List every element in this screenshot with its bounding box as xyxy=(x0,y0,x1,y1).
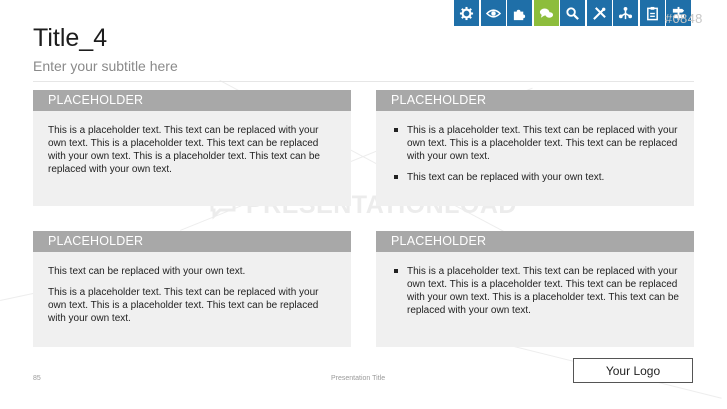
tools-icon[interactable] xyxy=(587,0,613,26)
icon-toolbar xyxy=(454,0,693,26)
bullet-item: This is a placeholder text. This text can be replaced with your own text. This is a placeholder text. This text can be replaced with your own text. This is a placeholder text. This text can be replaced with your own text. xyxy=(391,265,679,317)
search-icon[interactable] xyxy=(560,0,586,26)
page-number: 85 xyxy=(33,375,41,382)
placeholder-card-1 xyxy=(33,90,351,206)
footer-title: Presentation Title xyxy=(331,375,386,382)
page-subtitle: Enter your subtitle here xyxy=(33,58,178,74)
page-title: Title_4 xyxy=(33,24,108,52)
chat-bubbles-icon[interactable] xyxy=(534,0,560,26)
eye-icon[interactable] xyxy=(481,0,507,26)
bullet-list xyxy=(391,124,679,184)
gear-icon[interactable] xyxy=(454,0,480,26)
network-icon[interactable] xyxy=(613,0,639,26)
title-divider xyxy=(33,81,694,82)
card-header: PLACEHOLDER xyxy=(33,90,351,111)
card-paragraph: This is a placeholder text. This text can be replaced with your own text. This is a placeholder text. This text can be replaced with your own text. xyxy=(48,287,319,324)
card-paragraph: This is a placeholder text. This text can be replaced with your own text. This is a placeholder text. This text can be replaced with your own text. This is a placeholder text. This text can be replaced with your own text. xyxy=(48,125,320,175)
bullet-item: This text can be replaced with your own text. xyxy=(391,171,679,184)
card-header: PLACEHOLDER xyxy=(33,231,351,252)
card-body xyxy=(376,111,694,184)
card-body xyxy=(33,252,351,325)
card-header: PLACEHOLDER xyxy=(376,90,694,111)
clipboard-icon[interactable] xyxy=(640,0,666,26)
card-header: PLACEHOLDER xyxy=(376,231,694,252)
placeholder-card-2 xyxy=(376,90,694,206)
placeholder-card-3 xyxy=(33,231,351,347)
card-body xyxy=(33,111,351,176)
card-body xyxy=(376,252,694,317)
logo-text: Your Logo xyxy=(605,363,661,378)
placeholder-card-4 xyxy=(376,231,694,347)
bullet-list xyxy=(391,265,679,317)
bullet-item: This is a placeholder text. This text can be replaced with your own text. This is a placeholder text. This text can be replaced with your own text. xyxy=(391,124,679,163)
puzzle-icon[interactable] xyxy=(507,0,533,26)
logo-placeholder xyxy=(573,358,693,383)
card-paragraph: This text can be replaced with your own text. xyxy=(48,266,246,277)
slide-id-tag: #0848 xyxy=(665,11,703,26)
